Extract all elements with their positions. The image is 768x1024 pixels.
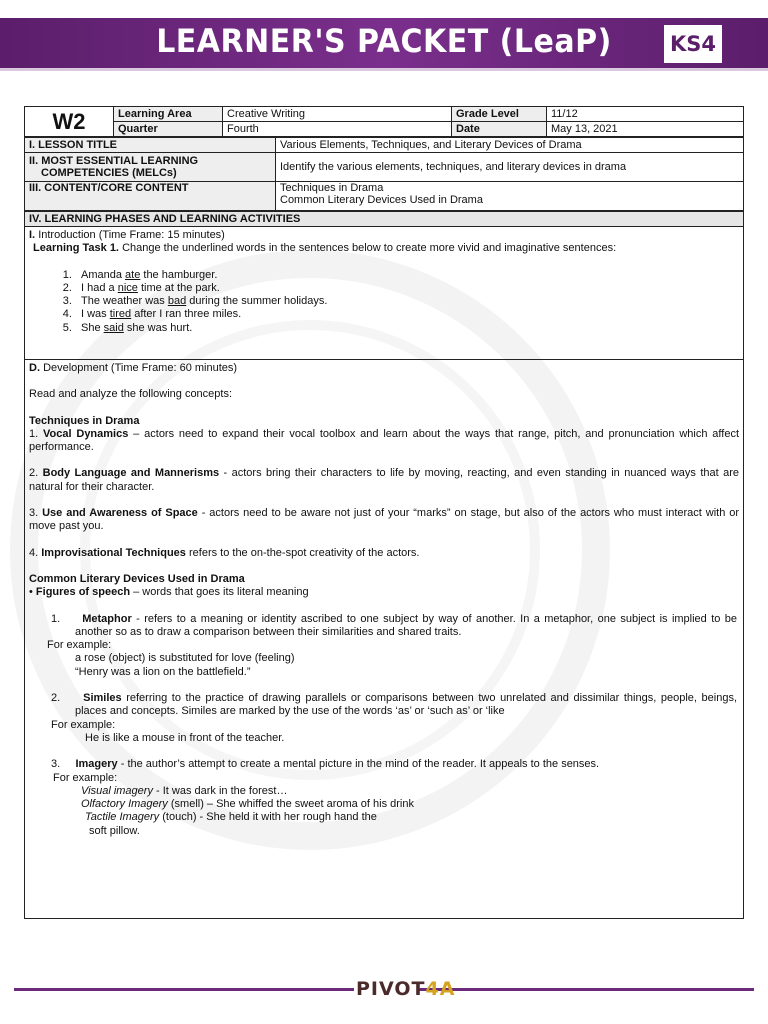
underlined-word: ate [125,268,141,281]
footer-line-left [14,988,354,991]
melc-value: Identify the various elements, techniques, and literary devices in drama [276,153,744,182]
visual-imagery-example: Visual imagery - It was dark in the forest… [81,784,288,797]
development-heading: D. Development (Time Frame: 60 minutes) [29,362,238,374]
lesson-title-label: I. LESSON TITLE [25,138,276,153]
tactile-imagery-continued: soft pillow. [89,824,140,837]
metaphor-example-2: “Henry was a lion on the battlefield.” [75,665,251,678]
learning-task-1: Learning Task 1. Change the underlined words in the sentences below to create more vivid and imaginative sentences: [33,242,617,255]
task-sentence: 1. Amanda ate the hamburger. [75,269,739,282]
melc-label-line2: COMPETENCIES (MELCs) [41,167,177,179]
learning-area-label: Learning Area [114,107,223,122]
content-value [276,182,744,211]
header-shadow [0,68,768,71]
underlined-word: nice [117,281,138,294]
pivot-4a-logo: PIVOT4A [356,978,456,1000]
introduction-box [24,227,744,360]
metaphor-example-label: For example: [47,639,112,652]
olfactory-imagery-example: Olfactory Imagery (smell) – She whiffed the sweet aroma of his drink [81,798,414,811]
imagery-example-label: For example: [53,771,118,784]
date-label: Date [452,122,547,137]
lesson-overview-table [24,137,744,211]
grade-level-value: 11/12 [547,107,744,122]
introduction-heading: I. Introduction (Time Frame: 15 minutes) [29,229,225,241]
techniques-list [29,428,739,573]
underlined-word: tired [109,308,132,321]
footer-line-right [418,988,754,991]
key-stage-label: KS4 [669,32,716,56]
technique-item: 3. Use and Awareness of Space - actors need to be aware not just of your “marks” on stage, but also of the actors who must interact with or move past you. [29,507,740,533]
melc-label [25,153,276,182]
melc-label-line1: II. MOST ESSENTIAL LEARNING [29,155,199,167]
technique-item: 2. Body Language and Mannerisms - actors bring their characters to life by moving, reacting, and even standing in nuanced ways that are natural for their character. [29,467,739,493]
similes-example-label: For example: [51,718,116,731]
metaphor-definition: 1. Metaphor - refers to a meaning or identity ascribed to one subject by way of another. In a metaphor, one subject is implied to be another so as to draw a comparison between their similarities and shared traits. [51,612,738,638]
learning-phases-heading: IV. LEARNING PHASES AND LEARNING ACTIVITIES [24,211,744,227]
techniques-title: Techniques in Drama [29,414,140,427]
underlined-word: said [103,321,124,334]
content-label: III. CONTENT/CORE CONTENT [25,182,276,211]
task-sentence: 2. I had a nice time at the park. [75,282,739,295]
imagery-definition: 3. Imagery - the author’s attempt to create a mental picture in the mind of the reader. It appeals to the senses. [51,758,600,771]
content-line2: Common Literary Devices Used in Drama [280,194,483,206]
task-sentence: 5. She said she was hurt. [75,322,739,335]
similes-definition: 2. Similes referring to the practice of drawing parallels or comparisons between two unrelated and dissimilar things, people, beings, places and concepts. Similes are marked by the use of the words ‘as’ or ‘such as’ or ‘like [51,692,738,718]
development-instruction: Read and analyze the following concepts: [29,388,233,401]
key-stage-badge [664,25,722,63]
content-line1: Techniques in Drama [280,182,384,194]
date-value: May 13, 2021 [547,122,744,137]
packet-title: LEARNER'S PACKET (LeaP) [156,22,612,61]
learning-area-value: Creative Writing [223,107,452,122]
underlined-word: bad [167,295,187,308]
task-sentence-list [29,269,739,335]
task-sentence: 4. I was tired after I ran three miles. [75,308,739,321]
lesson-info-table [24,106,744,137]
lesson-sheet [24,106,744,919]
quarter-label: Quarter [114,122,223,137]
header-banner [0,18,768,68]
tactile-imagery-example: Tactile Imagery (touch) - She held it with her rough hand the [85,811,377,824]
grade-level-label: Grade Level [452,107,547,122]
lesson-title-value: Various Elements, Techniques, and Literary Devices of Drama [276,138,744,153]
devices-title: Common Literary Devices Used in Drama [29,572,245,585]
similes-example-1: He is like a mouse in front of the teacher. [85,731,285,744]
technique-item: 4. Improvisational Techniques refers to the on-the-spot creativity of the actors. [29,546,420,559]
figures-of-speech: • Figures of speech – words that goes its literal meaning [29,586,309,599]
development-box [24,360,744,919]
task-sentence: 3. The weather was bad during the summer holidays. [75,295,739,308]
metaphor-example-1: a rose (object) is substituted for love (feeling) [75,652,295,665]
technique-item: 1. Vocal Dynamics – actors need to expand their vocal toolbox and learn about the ways that range, pitch, and pronunciation which affect performance. [29,427,740,454]
quarter-value: Fourth [223,122,452,137]
week-label: W2 [25,107,114,137]
